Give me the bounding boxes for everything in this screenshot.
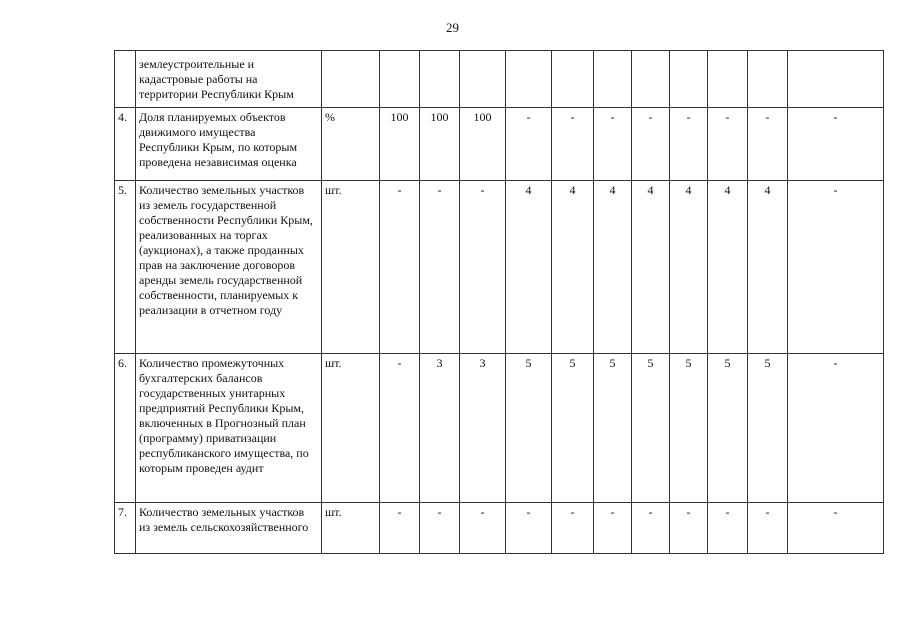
indicators-table	[114, 50, 884, 554]
indicator-name: Доля планируемых объектов движимого имущества Республики Крым, по которым проведена независимая оценка	[136, 108, 322, 181]
value-cell: 4	[708, 181, 748, 354]
value-cell	[670, 51, 708, 108]
value-cell: 4	[748, 181, 788, 354]
value-cell: 100	[420, 108, 460, 181]
note-cell: -	[788, 181, 884, 354]
note-cell: -	[788, 354, 884, 503]
value-cell: -	[632, 108, 670, 181]
value-cell	[708, 51, 748, 108]
table-row	[115, 181, 884, 354]
value-cell: -	[506, 503, 552, 554]
unit-cell: %	[322, 108, 380, 181]
row-number: 6.	[115, 354, 136, 503]
value-cell: -	[632, 503, 670, 554]
value-cell: 4	[670, 181, 708, 354]
value-cell: -	[594, 108, 632, 181]
value-cell: 3	[460, 354, 506, 503]
value-cell: 5	[670, 354, 708, 503]
note-cell: -	[788, 108, 884, 181]
table-row	[115, 108, 884, 181]
unit-cell: шт.	[322, 181, 380, 354]
unit-cell: шт.	[322, 503, 380, 554]
value-cell: 4	[632, 181, 670, 354]
value-cell	[380, 51, 420, 108]
value-cell: 5	[748, 354, 788, 503]
row-number	[115, 51, 136, 108]
value-cell: -	[748, 108, 788, 181]
row-number: 7.	[115, 503, 136, 554]
indicator-name: землеустроительные и кадастровые работы на территории Республики Крым	[136, 51, 322, 108]
value-cell: -	[460, 181, 506, 354]
value-cell: 100	[380, 108, 420, 181]
value-cell: -	[748, 503, 788, 554]
value-cell: -	[506, 108, 552, 181]
note-cell: -	[788, 503, 884, 554]
value-cell: -	[420, 503, 460, 554]
page-number: 29	[446, 20, 459, 35]
value-cell: 4	[594, 181, 632, 354]
row-number: 4.	[115, 108, 136, 181]
indicator-name: Количество земельных участков из земель государственной собственности Республики Крым, реализованных на торгах (аукционах), а также проданных прав на заключение договоров аренды земель государственной собственности, планируемых к реализации в отчетном году	[136, 181, 322, 354]
value-cell: 4	[506, 181, 552, 354]
value-cell: 100	[460, 108, 506, 181]
value-cell: -	[552, 108, 594, 181]
value-cell: 5	[552, 354, 594, 503]
value-cell	[594, 51, 632, 108]
value-cell: -	[460, 503, 506, 554]
value-cell: 5	[632, 354, 670, 503]
value-cell: -	[670, 503, 708, 554]
value-cell: -	[380, 354, 420, 503]
value-cell	[748, 51, 788, 108]
value-cell: -	[420, 181, 460, 354]
value-cell	[420, 51, 460, 108]
value-cell: 5	[594, 354, 632, 503]
indicator-name: Количество земельных участков из земель сельскохозяйственного	[136, 503, 322, 554]
table-row	[115, 354, 884, 503]
value-cell: -	[380, 181, 420, 354]
value-cell: -	[708, 108, 748, 181]
value-cell: -	[670, 108, 708, 181]
value-cell	[460, 51, 506, 108]
value-cell: 3	[420, 354, 460, 503]
value-cell: 4	[552, 181, 594, 354]
value-cell: 5	[708, 354, 748, 503]
row-number: 5.	[115, 181, 136, 354]
table-row	[115, 503, 884, 554]
indicator-name: Количество промежуточных бухгалтерских балансов государственных унитарных предприятий Республики Крым, включенных в Прогнозный план (программу) приватизации республиканского имущества, по которым проведен аудит	[136, 354, 322, 503]
value-cell: -	[380, 503, 420, 554]
table-row	[115, 51, 884, 108]
unit-cell	[322, 51, 380, 108]
value-cell	[506, 51, 552, 108]
note-cell	[788, 51, 884, 108]
value-cell: 5	[506, 354, 552, 503]
value-cell: -	[594, 503, 632, 554]
value-cell	[552, 51, 594, 108]
value-cell: -	[552, 503, 594, 554]
value-cell	[632, 51, 670, 108]
value-cell: -	[708, 503, 748, 554]
unit-cell: шт.	[322, 354, 380, 503]
